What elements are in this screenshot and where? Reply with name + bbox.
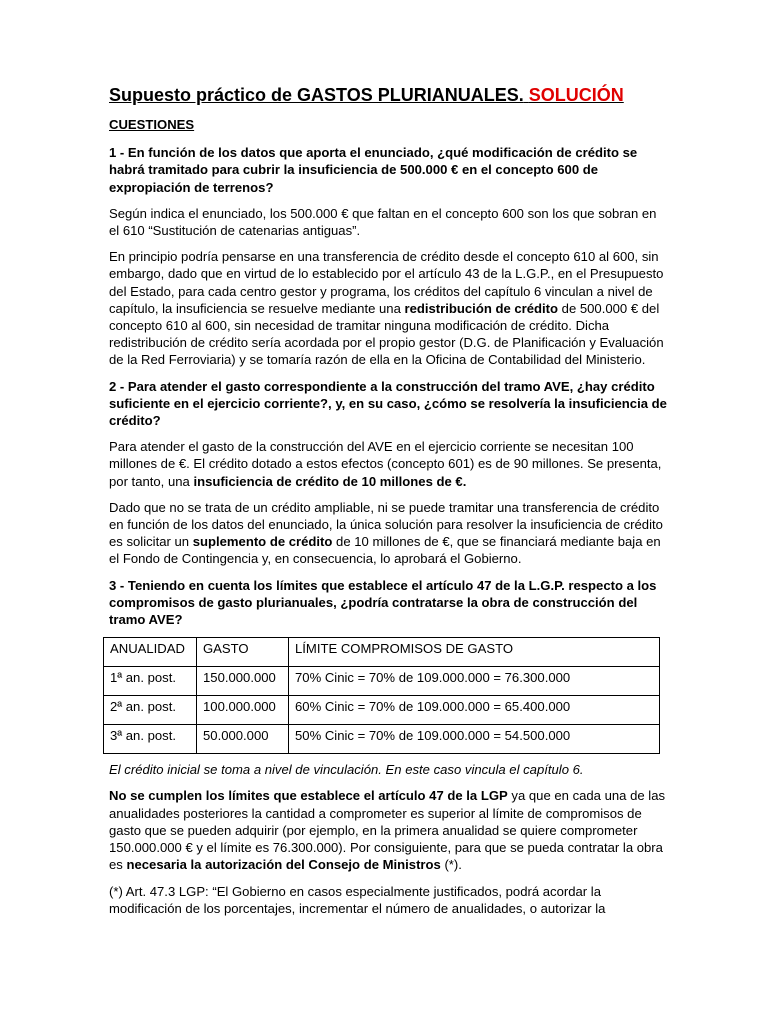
text-run: Para atender el gasto de la construcción del AVE en el ejercicio corriente se necesitan 100 millones de €. El crédito dotado a estos efectos (concepto 601) es de 90 millones. Se presenta, por tanto, una	[109, 439, 662, 489]
table-header-cell: GASTO	[197, 638, 289, 667]
question-3: 3 - Teniendo en cuenta los límites que establece el artículo 47 de la L.G.P. respecto a los compromisos de gasto plurianuales, ¿podría contratarse la obra de construcción del tramo AVE?	[109, 577, 657, 628]
table-cell: 100.000.000	[197, 696, 289, 725]
question-1: 1 - En función de los datos que aporta el enunciado, ¿qué modificación de crédito se habrá tramitado para cubrir la insuficiencia de 500.000 € en el concepto 600 de expropiación de terrenos?	[109, 145, 638, 195]
answer-3-paragraph-1	[109, 787, 668, 873]
table-cell: 50% Cinic = 70% de 109.000.000 = 54.500.000	[289, 725, 660, 754]
title-main: Supuesto práctico de GASTOS PLURIANUALES.	[109, 85, 524, 105]
table-cell: 60% Cinic = 70% de 109.000.000 = 65.400.000	[289, 696, 660, 725]
table-cell: 3ª an. post.	[104, 725, 197, 754]
table-cell: 1ª an. post.	[104, 667, 197, 696]
answer-1-paragraph-1: Según indica el enunciado, los 500.000 € que faltan en el concepto 600 son los que sobran en el 610 “Sustitución de catenarias antiguas”.	[109, 205, 657, 239]
question-2: 2 - Para atender el gasto correspondiente a la construcción del tramo AVE, ¿hay crédito suficiente en el ejercicio corriente?, y, en su caso, ¿cómo se resolvería la insuficiencia de crédito?	[109, 378, 667, 429]
table-row	[104, 667, 660, 696]
answer-1-paragraph-2	[109, 248, 668, 368]
footnote-paragraph: (*) Art. 47.3 LGP: “El Gobierno en casos especialmente justificados, podrá acordar la modificación de los porcentajes, incrementar el número de anualidades, o autorizar la	[109, 883, 606, 916]
table-header-row	[104, 638, 660, 667]
page-title	[109, 84, 668, 106]
table-cell: 150.000.000	[197, 667, 289, 696]
text-run: Dado que no se trata de un crédito ampliable, ni se puede tramitar una transferencia de crédito en función de los datos del enunciado, la única solución para resolver la insuficiencia de crédito es solicitar un	[109, 499, 663, 550]
table-header-cell: LÍMITE COMPROMISOS DE GASTO	[289, 638, 660, 667]
bold-run: No se cumplen los límites que establece el artículo 47 de la LGP	[109, 788, 508, 804]
bold-run: insuficiencia de crédito de 10 millones de €.	[193, 473, 467, 489]
answer-2-paragraph-1	[109, 438, 668, 490]
text-run: de 10 millones de €, que se financiará mediante baja en el Fondo de Contingencia y, en consecuencia, lo aprobará el Gobierno.	[109, 534, 661, 567]
text-run: de 500.000 € del concepto 610 al 600, sin necesidad de tramitar ninguna modificación de crédito. Dicha redistribución de crédito sería acordada por el propio gestor (D.G. de Planificación y Evaluación de la Red Ferroviaria) y se tomaría razón de ella en la Oficina de Contabilidad del Ministerio.	[109, 300, 664, 368]
text-run: En principio podría pensarse en una transferencia de crédito desde el concepto 610 al 600, sin embargo, dado que en virtud de lo establecido por el artículo 43 de la L.G.P., en el Presupuesto del Estado, para cada centro gestor y programa, los créditos del capítulo 6 vinculan a nivel de capítulo, la insuficiencia se resuelve mediante una	[109, 249, 664, 316]
table-cell: 50.000.000	[197, 725, 289, 754]
table-header-cell: ANUALIDAD	[104, 638, 197, 667]
bold-run: redistribución de crédito	[404, 300, 559, 316]
text-run: ya que en cada una de las anualidades posteriores la cantidad a comprometer es superior al límite de compromisos de gasto que se pueden adquirir (por ejemplo, en la primera anualidad se quiere comprometer 150.000.000 € y el límite es 76.300.000). Por consiguiente, para que se pueda contratar la obra es	[109, 788, 666, 873]
answer-2-paragraph-2	[109, 499, 668, 568]
table-row	[104, 725, 660, 754]
table-cell: 70% Cinic = 70% de 109.000.000 = 76.300.000	[289, 667, 660, 696]
section-heading: CUESTIONES	[109, 117, 195, 132]
table-note: El crédito inicial se toma a nivel de vinculación. En este caso vincula el capítulo 6.	[109, 762, 584, 778]
table-row	[104, 696, 660, 725]
title-highlight: SOLUCIÓN	[528, 85, 624, 105]
bold-run: necesaria la autorización del Consejo de Ministros	[126, 857, 441, 873]
table-cell: 2ª an. post.	[104, 696, 197, 725]
commitments-table	[103, 637, 660, 754]
bold-run: suplemento de crédito	[192, 534, 333, 550]
text-run: (*).	[440, 857, 462, 873]
